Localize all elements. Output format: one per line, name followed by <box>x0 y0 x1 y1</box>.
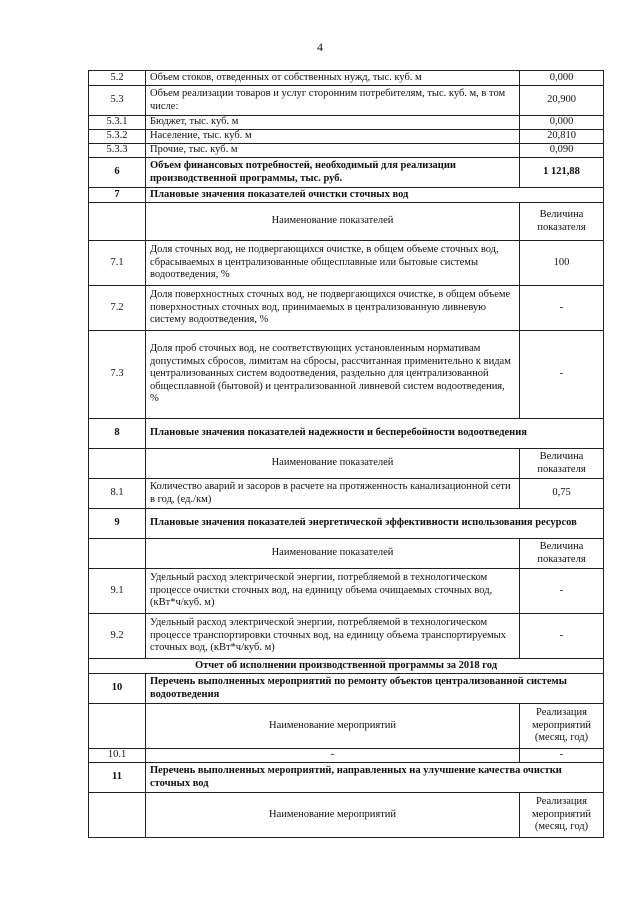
row-text: Бюджет, тыс. куб. м <box>146 116 520 130</box>
row-number: 8.1 <box>89 479 146 509</box>
table-row <box>89 479 604 509</box>
column-header-value: Величина показателя <box>520 203 604 241</box>
section-row <box>89 188 604 203</box>
table-row <box>89 86 604 116</box>
row-text: Удельный расход электрической энергии, потребляемой в технологическом процессе очистки сточных вод, на единицу объема очищаемых сточных вод, (кВт*ч/куб. м) <box>146 569 520 614</box>
row-number: 7.3 <box>89 331 146 419</box>
row-value: - <box>520 286 604 331</box>
row-value: 20,900 <box>520 86 604 116</box>
section-number: 8 <box>89 419 146 449</box>
table-row <box>89 569 604 614</box>
row-text: Объем стоков, отведенных от собственных нужд, тыс. куб. м <box>146 71 520 86</box>
row-text: Удельный расход электрической энергии, потребляемой в технологическом процессе транспортировки сточных вод, на единицу объема транспортируемых сточных вод, (кВт*ч/куб. м) <box>146 614 520 659</box>
column-header-value: Реализация мероприятий (месяц, год) <box>520 793 604 838</box>
section-row <box>89 509 604 539</box>
table-row <box>89 116 604 130</box>
row-value: 20,810 <box>520 130 604 144</box>
row-number: 5.3.1 <box>89 116 146 130</box>
table-row <box>89 241 604 286</box>
row-value: - <box>520 331 604 419</box>
section-row <box>89 419 604 449</box>
section-number: 11 <box>89 763 146 793</box>
section-title: Плановые значения показателей очистки сточных вод <box>146 188 604 203</box>
table-row <box>89 158 604 188</box>
table-row <box>89 130 604 144</box>
row-value: 1 121,88 <box>520 158 604 188</box>
row-number: 9.1 <box>89 569 146 614</box>
row-value: 0,090 <box>520 144 604 158</box>
header-row <box>89 539 604 569</box>
section-number: 7 <box>89 188 146 203</box>
row-text: Население, тыс. куб. м <box>146 130 520 144</box>
row-text: Доля сточных вод, не подвергающихся очистке, в общем объеме сточных вод, сбрасываемых в централизованные общесплавные или бытовые системы водоотведения, % <box>146 241 520 286</box>
table-row <box>89 614 604 659</box>
report-title-row <box>89 659 604 674</box>
section-title: Плановые значения показателей надежности и бесперебойности водоотведения <box>146 419 604 449</box>
column-header-value: Реализация мероприятий (месяц, год) <box>520 704 604 749</box>
row-value: 0,000 <box>520 116 604 130</box>
row-number: 5.3.2 <box>89 130 146 144</box>
column-header-name: Наименование показателей <box>146 449 520 479</box>
row-number: 5.3.3 <box>89 144 146 158</box>
row-number: 10.1 <box>89 749 146 763</box>
row-number: 5.3 <box>89 86 146 116</box>
report-title: Отчет об исполнении производственной программы за 2018 год <box>89 659 604 674</box>
column-header-name: Наименование показателей <box>146 539 520 569</box>
header-row <box>89 704 604 749</box>
section-title: Перечень выполненных мероприятий, направленных на улучшение качества очистки сточных вод <box>146 763 604 793</box>
section-title: Плановые значения показателей энергетической эффективности использования ресурсов <box>146 509 604 539</box>
section-number: 10 <box>89 674 146 704</box>
row-number: 9.2 <box>89 614 146 659</box>
header-row <box>89 449 604 479</box>
table-row <box>89 286 604 331</box>
row-text: Прочие, тыс. куб. м <box>146 144 520 158</box>
section-row <box>89 763 604 793</box>
section-row <box>89 674 604 704</box>
page-number: 4 <box>317 40 323 54</box>
table-row <box>89 749 604 763</box>
row-text: Доля поверхностных сточных вод, не подвергающихся очистке, в общем объеме поверхностных сточных вод, принимаемых в централизованную ливневую систему водоотведения, % <box>146 286 520 331</box>
table-row <box>89 144 604 158</box>
row-text: Доля проб сточных вод, не соответствующих установленным нормативам допустимых сбросов, лимитам на сбросы, рассчитанная применительно к видам централизованных систем водоотведения, раздельно для централизованной общесплавной (бытовой) и централизованной ливневой систем водоотведения, % <box>146 331 520 419</box>
row-number: 7.1 <box>89 241 146 286</box>
row-text: - <box>146 749 520 763</box>
column-header-value: Величина показателя <box>520 539 604 569</box>
row-text: Объем финансовых потребностей, необходимый для реализации производственной программы, тыс. руб. <box>146 158 520 188</box>
row-number: 6 <box>89 158 146 188</box>
row-number: 5.2 <box>89 71 146 86</box>
row-value: - <box>520 569 604 614</box>
column-header-name: Наименование мероприятий <box>146 793 520 838</box>
production-program-table <box>88 70 604 838</box>
row-number: 7.2 <box>89 286 146 331</box>
column-header-value: Величина показателя <box>520 449 604 479</box>
row-text: Объем реализации товаров и услуг сторонним потребителям, тыс. куб. м, в том числе: <box>146 86 520 116</box>
row-value: 0,000 <box>520 71 604 86</box>
table-row <box>89 71 604 86</box>
header-row <box>89 793 604 838</box>
row-value: 0,75 <box>520 479 604 509</box>
column-header-name: Наименование показателей <box>146 203 520 241</box>
column-header-name: Наименование мероприятий <box>146 704 520 749</box>
row-value: - <box>520 749 604 763</box>
header-row <box>89 203 604 241</box>
section-number: 9 <box>89 509 146 539</box>
row-value: - <box>520 614 604 659</box>
row-text: Количество аварий и засоров в расчете на протяженность канализационной сети в год, (ед./км) <box>146 479 520 509</box>
row-value: 100 <box>520 241 604 286</box>
section-title: Перечень выполненных мероприятий по ремонту объектов централизованной системы водоотведения <box>146 674 604 704</box>
table-row <box>89 331 604 419</box>
